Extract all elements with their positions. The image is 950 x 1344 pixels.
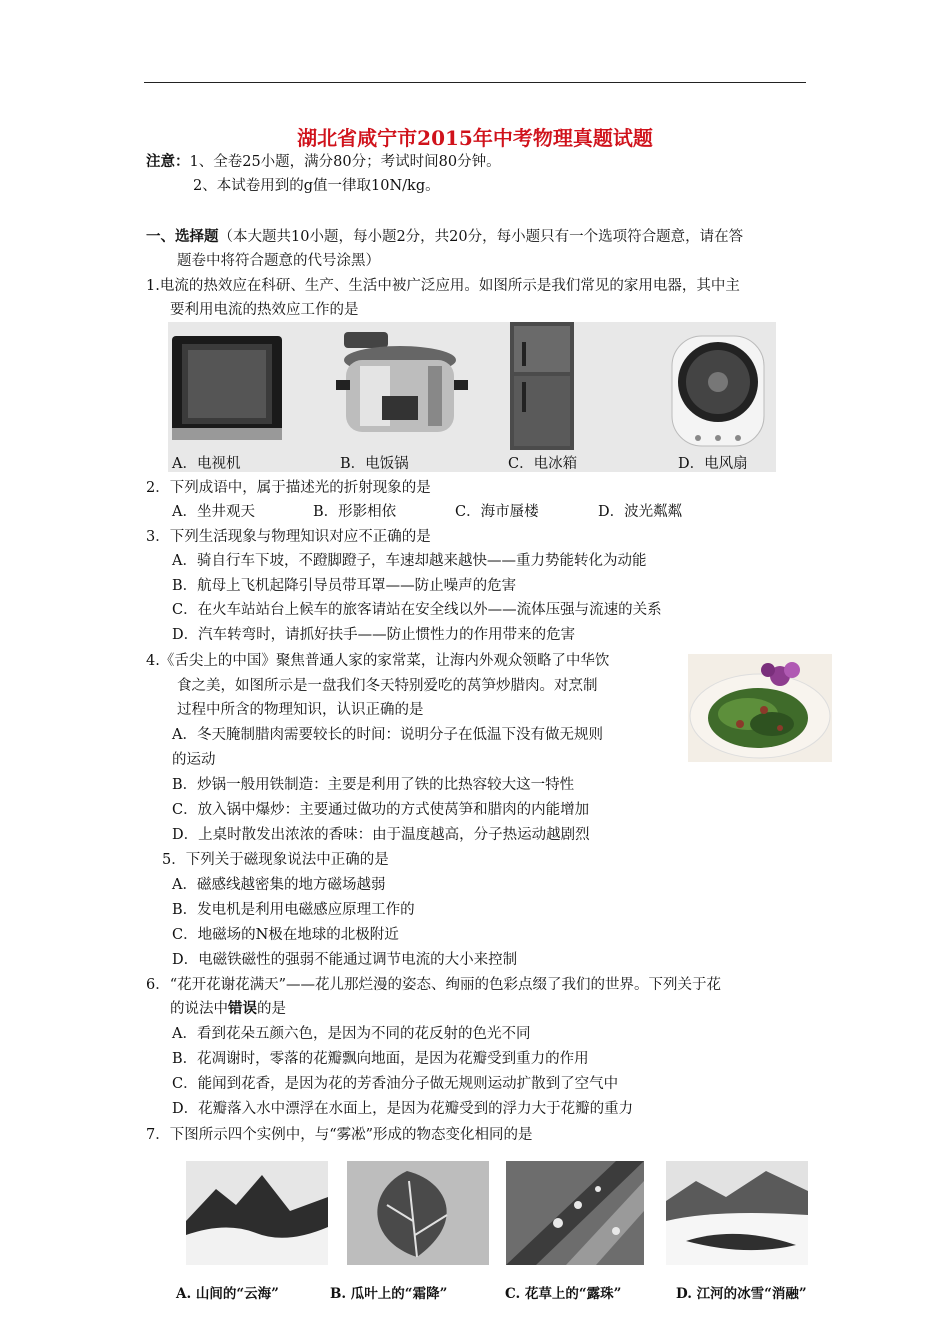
fridge-image <box>510 322 574 450</box>
dew-drops-image <box>506 1161 644 1265</box>
q2-option-c: C．海市蜃楼 <box>455 504 539 520</box>
q2-option-a: A．坐井观天 <box>172 504 255 520</box>
q4-option-b: B．炒锅一般用铁制造：主要是利用了铁的比热容较大这一特性 <box>172 777 575 793</box>
q3-option-a: A．骑自行车下坡，不蹬脚蹬子，车速却越来越快——重力势能转化为动能 <box>172 553 647 569</box>
frost-leaf-image <box>347 1161 489 1265</box>
q6-stem-bold: 错误 <box>228 1000 257 1017</box>
q5-option-c: C．地磁场的N极在地球的北极附近 <box>172 927 399 943</box>
cloud-sea-image <box>186 1161 328 1265</box>
q2-option-d: D．波光粼粼 <box>598 504 683 520</box>
q4-option-c: C．放入锅中爆炒：主要通过做功的方式使莴笋和腊肉的内能增加 <box>172 802 590 818</box>
q6-stem-post: 的是 <box>257 1001 286 1017</box>
dish-image <box>688 654 832 762</box>
q7-stem: 7．下图所示四个实例中，与“雾凇”形成的物态变化相同的是 <box>146 1127 533 1143</box>
q6-stem-pre: 的说法中 <box>170 1001 228 1017</box>
q4-stem-line3: 过程中所含的物理知识，认识正确的是 <box>177 702 424 718</box>
q6-stem-line2 <box>170 999 286 1019</box>
notice-label: 注意： <box>146 153 190 170</box>
page-title: 湖北省咸宁市2015年中考物理真题试题 <box>297 126 653 150</box>
notice-line2: 2、本试卷用到的g值一律取10N/kg。 <box>193 178 440 194</box>
q2-stem: 2．下列成语中，属于描述光的折射现象的是 <box>146 480 431 496</box>
q1-option-b: B．电饭锅 <box>340 456 409 472</box>
q1-option-a: A．电视机 <box>172 456 241 472</box>
q6-option-b: B．花凋谢时，零落的花瓣飘向地面，是因为花瓣受到重力的作用 <box>172 1051 589 1067</box>
q3-stem: 3．下列生活现象与物理知识对应不正确的是 <box>146 529 431 545</box>
q6-stem-line1: 6．“花开花谢花满天”——花儿那烂漫的姿态、绚丽的色彩点缀了我们的世界。下列关于花 <box>146 977 722 993</box>
section1-heading: 一、选择题 <box>146 228 219 245</box>
q4-option-a-line2: 的运动 <box>172 752 216 768</box>
q7-option-d: D. 江河的冰雪“消融” <box>676 1286 807 1302</box>
appliances-figure <box>168 322 776 472</box>
section1-intro1: （本大题共10小题，每小题2分，共20分，每小题只有一个选项符合题意，请在答 <box>218 229 744 245</box>
notice <box>146 152 501 172</box>
q4-stem-line1: 4.《舌尖上的中国》聚焦普通人家的家常菜，让海内外观众领略了中华饮 <box>146 653 610 669</box>
q7-option-b: B. 瓜叶上的“霜降” <box>330 1286 448 1302</box>
q1-option-c: C．电冰箱 <box>508 456 578 472</box>
section1-intro2: 题卷中将符合题意的代号涂黑） <box>177 253 380 269</box>
q5-option-a: A．磁感线越密集的地方磁场越弱 <box>172 877 386 893</box>
q5-option-b: B．发电机是利用电磁感应原理工作的 <box>172 902 415 918</box>
q2-option-b: B．形影相依 <box>313 504 397 520</box>
rice-cooker-image <box>336 332 468 432</box>
q3-option-d: D．汽车转弯时，请抓好扶手——防止惯性力的作用带来的危害 <box>172 627 576 643</box>
q6-option-a: A．看到花朵五颜六色，是因为不同的花反射的色光不同 <box>172 1026 531 1042</box>
notice-line1: 1、全卷25小题，满分80分；考试时间80分钟。 <box>189 154 501 170</box>
q4-stem-line2: 食之美，如图所示是一盘我们冬天特别爱吃的莴笋炒腊肉。对烹制 <box>177 678 598 694</box>
tv-image <box>172 336 282 440</box>
q5-stem: 5．下列关于磁现象说法中正确的是 <box>162 852 389 868</box>
q5-option-d: D．电磁铁磁性的强弱不能通过调节电流的大小来控制 <box>172 952 518 968</box>
q4-option-d: D．上桌时散发出浓浓的香味：由于温度越高，分子热运动越剧烈 <box>172 827 590 843</box>
ice-melt-image <box>666 1161 808 1265</box>
q1-stem-line2: 要利用电流的热效应工作的是 <box>170 302 359 318</box>
q7-option-c: C. 花草上的“露珠” <box>505 1286 622 1302</box>
q4-option-a-line1: A．冬天腌制腊肉需要较长的时间：说明分子在低温下没有做无规则 <box>172 727 603 743</box>
q1-stem-line1: 1.电流的热效应在科研、生产、生活中被广泛应用。如图所示是我们常见的家用电器，其中主 <box>146 278 740 294</box>
fan-image <box>672 336 764 446</box>
q3-option-b: B．航母上飞机起降引导员带耳罩——防止噪声的危害 <box>172 578 517 594</box>
q1-option-d: D．电风扇 <box>678 456 748 472</box>
q7-option-a: A. 山间的“云海” <box>176 1286 279 1302</box>
q3-option-c: C．在火车站站台上候车的旅客请站在安全线以外——流体压强与流速的关系 <box>172 602 662 618</box>
q6-option-d: D．花瓣落入水中漂浮在水面上，是因为花瓣受到的浮力大于花瓣的重力 <box>172 1101 634 1117</box>
q6-option-c: C．能闻到花香，是因为花的芳香油分子做无规则运动扩散到了空气中 <box>172 1076 619 1092</box>
q1-figure <box>168 322 776 472</box>
section1-heading-line <box>146 227 743 247</box>
header-rule <box>144 82 806 83</box>
